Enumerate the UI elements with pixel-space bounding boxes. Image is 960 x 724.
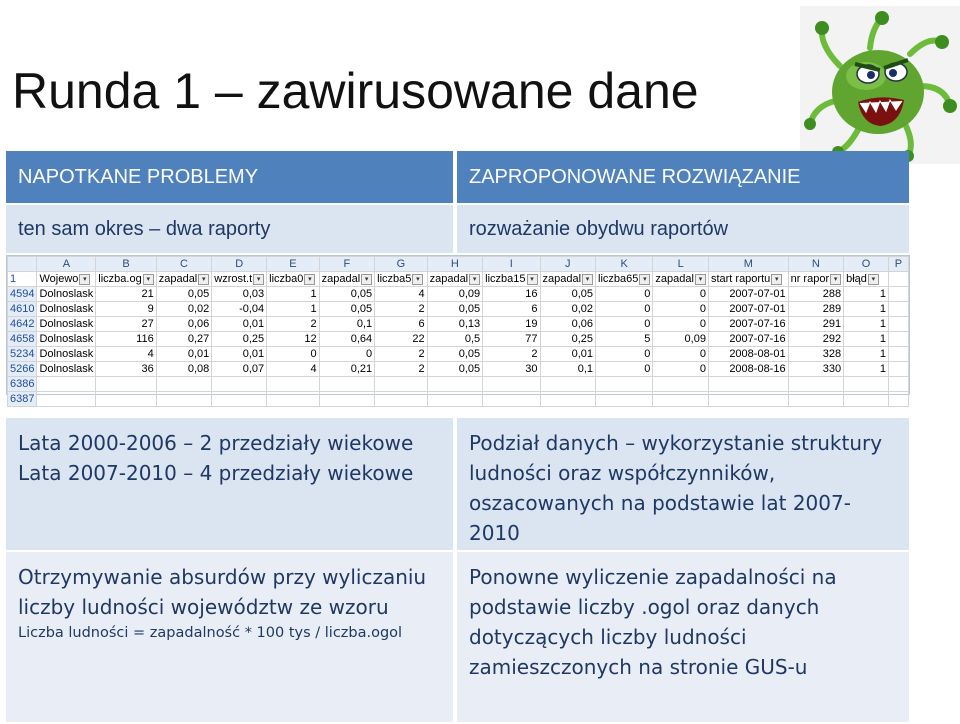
table-cell: 2: [375, 362, 427, 377]
filter-dropdown-icon[interactable]: ▾: [830, 274, 841, 285]
table-cell: 0,06: [540, 317, 596, 332]
population-formula: Liczba ludności = zapadalność * 100 tys / liczba.ogol: [18, 625, 403, 641]
column-letter: I: [483, 257, 540, 272]
table-cell: 12: [267, 332, 319, 347]
table-cell: 0,05: [427, 347, 483, 362]
filter-dropdown-icon[interactable]: ▾: [412, 274, 423, 285]
table-cell: 1: [844, 317, 889, 332]
field-header-label: zapadal: [542, 273, 582, 285]
absurd-results-text: Otrzymywanie absurdów przy wyliczaniu liczby ludności województw ze wzoru: [18, 565, 427, 619]
table-cell: 1: [844, 347, 889, 362]
table-cell: [888, 302, 908, 317]
column-letter: H: [427, 257, 483, 272]
table-row: [8, 377, 909, 392]
field-header: [37, 272, 96, 287]
table-cell: 0: [267, 347, 319, 362]
table-cell: 2008-08-01: [708, 347, 788, 362]
table-cell: 116: [96, 332, 156, 347]
table-cell: [96, 377, 156, 392]
field-header: [788, 272, 844, 287]
table-cell: Dolnoslask: [37, 362, 96, 377]
filter-dropdown-icon[interactable]: ▾: [143, 274, 154, 285]
table-cell: 5: [596, 332, 653, 347]
table-cell: [483, 377, 540, 392]
table-cell: 328: [788, 347, 844, 362]
table-cell: 0,02: [540, 302, 596, 317]
field-header-label: liczba0: [269, 273, 304, 285]
table-cell: 4: [267, 362, 319, 377]
table-cell: [708, 392, 788, 407]
table-cell: 2: [267, 317, 319, 332]
field-header-label: liczba15: [485, 273, 526, 285]
column-letter: O: [844, 257, 889, 272]
column-letter: K: [596, 257, 653, 272]
table-cell: [267, 392, 319, 407]
table-cell: 288: [788, 287, 844, 302]
table-cell: [540, 392, 596, 407]
field-header: [483, 272, 540, 287]
column-letter: G: [375, 257, 427, 272]
table-cell: 0: [653, 287, 709, 302]
table-cell: [37, 392, 96, 407]
table-cell: Dolnoslask: [37, 287, 96, 302]
table-cell: 0,05: [319, 287, 375, 302]
filter-dropdown-icon[interactable]: ▾: [695, 274, 706, 285]
column-letter: B: [96, 257, 156, 272]
table-cell: [596, 377, 653, 392]
table-row: [8, 392, 909, 407]
column-letter: C: [156, 257, 212, 272]
filter-dropdown-icon[interactable]: ▾: [469, 274, 480, 285]
table-cell: 36: [96, 362, 156, 377]
table-cell: 0: [653, 317, 709, 332]
table-cell: [267, 377, 319, 392]
table-cell: 0,01: [212, 317, 267, 332]
field-header: [319, 272, 375, 287]
table-cell: 0,5: [427, 332, 483, 347]
table-cell: [375, 392, 427, 407]
table-cell: 4: [375, 287, 427, 302]
table-cell: [653, 392, 709, 407]
table-cell: -0,04: [212, 302, 267, 317]
table-cell: 0,01: [212, 347, 267, 362]
virus-icon: [800, 6, 960, 164]
table-cell: 2007-07-01: [708, 287, 788, 302]
table-cell: [844, 392, 889, 407]
table-cell: 2008-08-16: [708, 362, 788, 377]
table-cell: 0: [653, 347, 709, 362]
field-header-label: zapadal: [429, 273, 469, 285]
table-cell: 0,07: [212, 362, 267, 377]
table-cell: 6: [375, 317, 427, 332]
right-row1: rozważanie obydwu raportów: [457, 205, 909, 253]
column-letter: F: [319, 257, 375, 272]
table-cell: 19: [483, 317, 540, 332]
table-cell: 289: [788, 302, 844, 317]
table-cell: 1: [844, 302, 889, 317]
filter-dropdown-icon[interactable]: ▾: [582, 274, 593, 285]
table-cell: [319, 392, 375, 407]
table-cell: 0,05: [427, 362, 483, 377]
right-header: ZAPROPONOWANE ROZWIĄZANIE: [457, 151, 909, 203]
filter-dropdown-icon[interactable]: ▾: [79, 274, 90, 285]
table-cell: 0,03: [212, 287, 267, 302]
table-cell: 1: [267, 302, 319, 317]
row-number: 4594: [8, 287, 37, 302]
left-row1: ten sam okres – dwa raporty: [6, 205, 453, 253]
left-header: NAPOTKANE PROBLEMY: [6, 151, 453, 203]
table-row: [8, 347, 909, 362]
column-letter: E: [267, 257, 319, 272]
table-cell: 2007-07-01: [708, 302, 788, 317]
table-cell: 0: [596, 302, 653, 317]
table-cell: 0: [596, 317, 653, 332]
table-cell: 77: [483, 332, 540, 347]
table-cell: 0,01: [156, 347, 212, 362]
age-groups-2000-2006: Lata 2000-2006 – 2 przedziały wiekowe: [18, 431, 414, 455]
table-cell: 16: [483, 287, 540, 302]
field-header-label: liczba5: [377, 273, 412, 285]
table-cell: [653, 377, 709, 392]
table-cell: [156, 377, 212, 392]
table-cell: 0: [596, 287, 653, 302]
table-cell: [375, 377, 427, 392]
filter-dropdown-icon[interactable]: ▾: [304, 274, 315, 285]
table-cell: 0,25: [212, 332, 267, 347]
field-header: [267, 272, 319, 287]
column-letter: A: [37, 257, 96, 272]
row-number: 5234: [8, 347, 37, 362]
field-header: [596, 272, 653, 287]
slide-title: Runda 1 – zawirusowane dane: [12, 63, 699, 119]
table-cell: [212, 392, 267, 407]
table-cell: [888, 287, 908, 302]
table-cell: Dolnoslask: [37, 332, 96, 347]
field-header: [156, 272, 212, 287]
table-cell: [888, 377, 908, 392]
table-cell: [888, 332, 908, 347]
field-header: [708, 272, 788, 287]
table-cell: 0,05: [319, 302, 375, 317]
table-cell: 21: [96, 287, 156, 302]
table-cell: 0,09: [653, 332, 709, 347]
filter-header-row: [8, 272, 909, 287]
filter-dropdown-icon[interactable]: ▾: [198, 274, 209, 285]
table-cell: [427, 377, 483, 392]
table-cell: [596, 392, 653, 407]
table-cell: [888, 317, 908, 332]
field-header: [96, 272, 156, 287]
table-cell: 0,05: [540, 287, 596, 302]
table-cell: 2: [375, 347, 427, 362]
table-cell: 0,1: [319, 317, 375, 332]
table-cell: 292: [788, 332, 844, 347]
field-header: [888, 272, 908, 287]
column-letter: L: [653, 257, 709, 272]
table-cell: 0,1: [540, 362, 596, 377]
table-cell: 4: [96, 347, 156, 362]
row-number: 4642: [8, 317, 37, 332]
field-header: [427, 272, 483, 287]
table-cell: 0,08: [156, 362, 212, 377]
field-header: [212, 272, 267, 287]
table-cell: 6: [483, 302, 540, 317]
table-cell: 0,06: [156, 317, 212, 332]
row-number: 4610: [8, 302, 37, 317]
field-header-label: błąd: [846, 273, 867, 285]
filter-dropdown-icon[interactable]: ▾: [868, 274, 879, 285]
table-cell: [96, 392, 156, 407]
filter-dropdown-icon[interactable]: ▾: [771, 274, 782, 285]
table-cell: 2007-07-16: [708, 317, 788, 332]
filter-dropdown-icon[interactable]: ▾: [361, 274, 372, 285]
column-letters-row: [8, 257, 909, 272]
table-cell: 9: [96, 302, 156, 317]
table-row: [8, 287, 909, 302]
field-header-label: zapadal: [655, 273, 694, 285]
field-header: [540, 272, 596, 287]
table-cell: 1: [267, 287, 319, 302]
spreadsheet-screenshot: [6, 255, 910, 405]
table-cell: 0,21: [319, 362, 375, 377]
table-cell: 27: [96, 317, 156, 332]
table-cell: [319, 377, 375, 392]
table-row: [8, 362, 909, 377]
table-cell: [212, 377, 267, 392]
field-header-label: Wojewo: [39, 273, 79, 285]
table-cell: [788, 377, 844, 392]
row-number: 1: [8, 272, 37, 287]
field-header: [653, 272, 709, 287]
table-cell: 0,27: [156, 332, 212, 347]
table-cell: 0,25: [540, 332, 596, 347]
table-cell: Dolnoslask: [37, 317, 96, 332]
table-cell: [156, 392, 212, 407]
table-cell: 1: [844, 287, 889, 302]
field-header-label: zapadal: [321, 273, 361, 285]
table-cell: [888, 347, 908, 362]
table-cell: [708, 377, 788, 392]
field-header-label: liczba65: [598, 273, 639, 285]
table-cell: 0,64: [319, 332, 375, 347]
row-number: 4658: [8, 332, 37, 347]
table-cell: [888, 392, 908, 407]
table-cell: 0: [596, 362, 653, 377]
field-header: [844, 272, 889, 287]
column-letter: N: [788, 257, 844, 272]
right-row3: Ponowne wyliczenie zapadalności na podstawie liczby .ogol oraz danych dotyczących liczby ludności zamieszczonych na stronie GUS-u: [457, 552, 909, 722]
table-cell: [427, 392, 483, 407]
row-number: 6386: [8, 377, 37, 392]
column-letter: M: [708, 257, 788, 272]
table-cell: 22: [375, 332, 427, 347]
table-cell: 0: [319, 347, 375, 362]
filter-dropdown-icon[interactable]: ▾: [527, 274, 538, 285]
table-cell: Dolnoslask: [37, 347, 96, 362]
table-cell: 0,09: [427, 287, 483, 302]
table-cell: 0: [653, 302, 709, 317]
table-cell: 0,13: [427, 317, 483, 332]
left-row2: [6, 418, 453, 550]
field-header-label: zapadal: [158, 273, 198, 285]
table-cell: [37, 377, 96, 392]
filter-dropdown-icon[interactable]: ▾: [253, 274, 264, 285]
table-cell: 0: [596, 347, 653, 362]
table-cell: Dolnoslask: [37, 302, 96, 317]
table-cell: [788, 392, 844, 407]
table-cell: [483, 392, 540, 407]
table-row: [8, 332, 909, 347]
table-cell: 2007-07-16: [708, 332, 788, 347]
column-letter: P: [888, 257, 908, 272]
table-row: [8, 317, 909, 332]
spreadsheet-table: [7, 256, 909, 407]
right-row2: Podział danych – wykorzystanie struktury ludności oraz współczynników, oszacowanych na podstawie lat 2007-2010: [457, 418, 909, 550]
table-cell: 2: [375, 302, 427, 317]
row-number: 6387: [8, 392, 37, 407]
table-cell: 0,05: [156, 287, 212, 302]
table-cell: 2: [483, 347, 540, 362]
table-cell: [540, 377, 596, 392]
table-cell: 1: [844, 332, 889, 347]
age-groups-2007-2010: Lata 2007-2010 – 4 przedziały wiekowe: [18, 461, 414, 485]
column-letter: J: [540, 257, 596, 272]
filter-dropdown-icon[interactable]: ▾: [639, 274, 650, 285]
row-number: 5266: [8, 362, 37, 377]
table-cell: 0,02: [156, 302, 212, 317]
column-letter: D: [212, 257, 267, 272]
table-cell: 30: [483, 362, 540, 377]
table-cell: 291: [788, 317, 844, 332]
table-cell: 0,01: [540, 347, 596, 362]
field-header-label: liczba.og: [98, 273, 142, 285]
field-header-label: wzrost.t: [214, 273, 253, 285]
left-row3: [6, 552, 453, 722]
column-letter: [8, 257, 37, 272]
field-header: [375, 272, 427, 287]
table-cell: 1: [844, 362, 889, 377]
field-header-label: nr rapor: [790, 273, 830, 285]
table-cell: 0,05: [427, 302, 483, 317]
table-cell: [888, 362, 908, 377]
table-cell: [844, 377, 889, 392]
table-row: [8, 302, 909, 317]
table-cell: 0: [653, 362, 709, 377]
table-cell: 330: [788, 362, 844, 377]
field-header-label: start raportu: [710, 273, 771, 285]
